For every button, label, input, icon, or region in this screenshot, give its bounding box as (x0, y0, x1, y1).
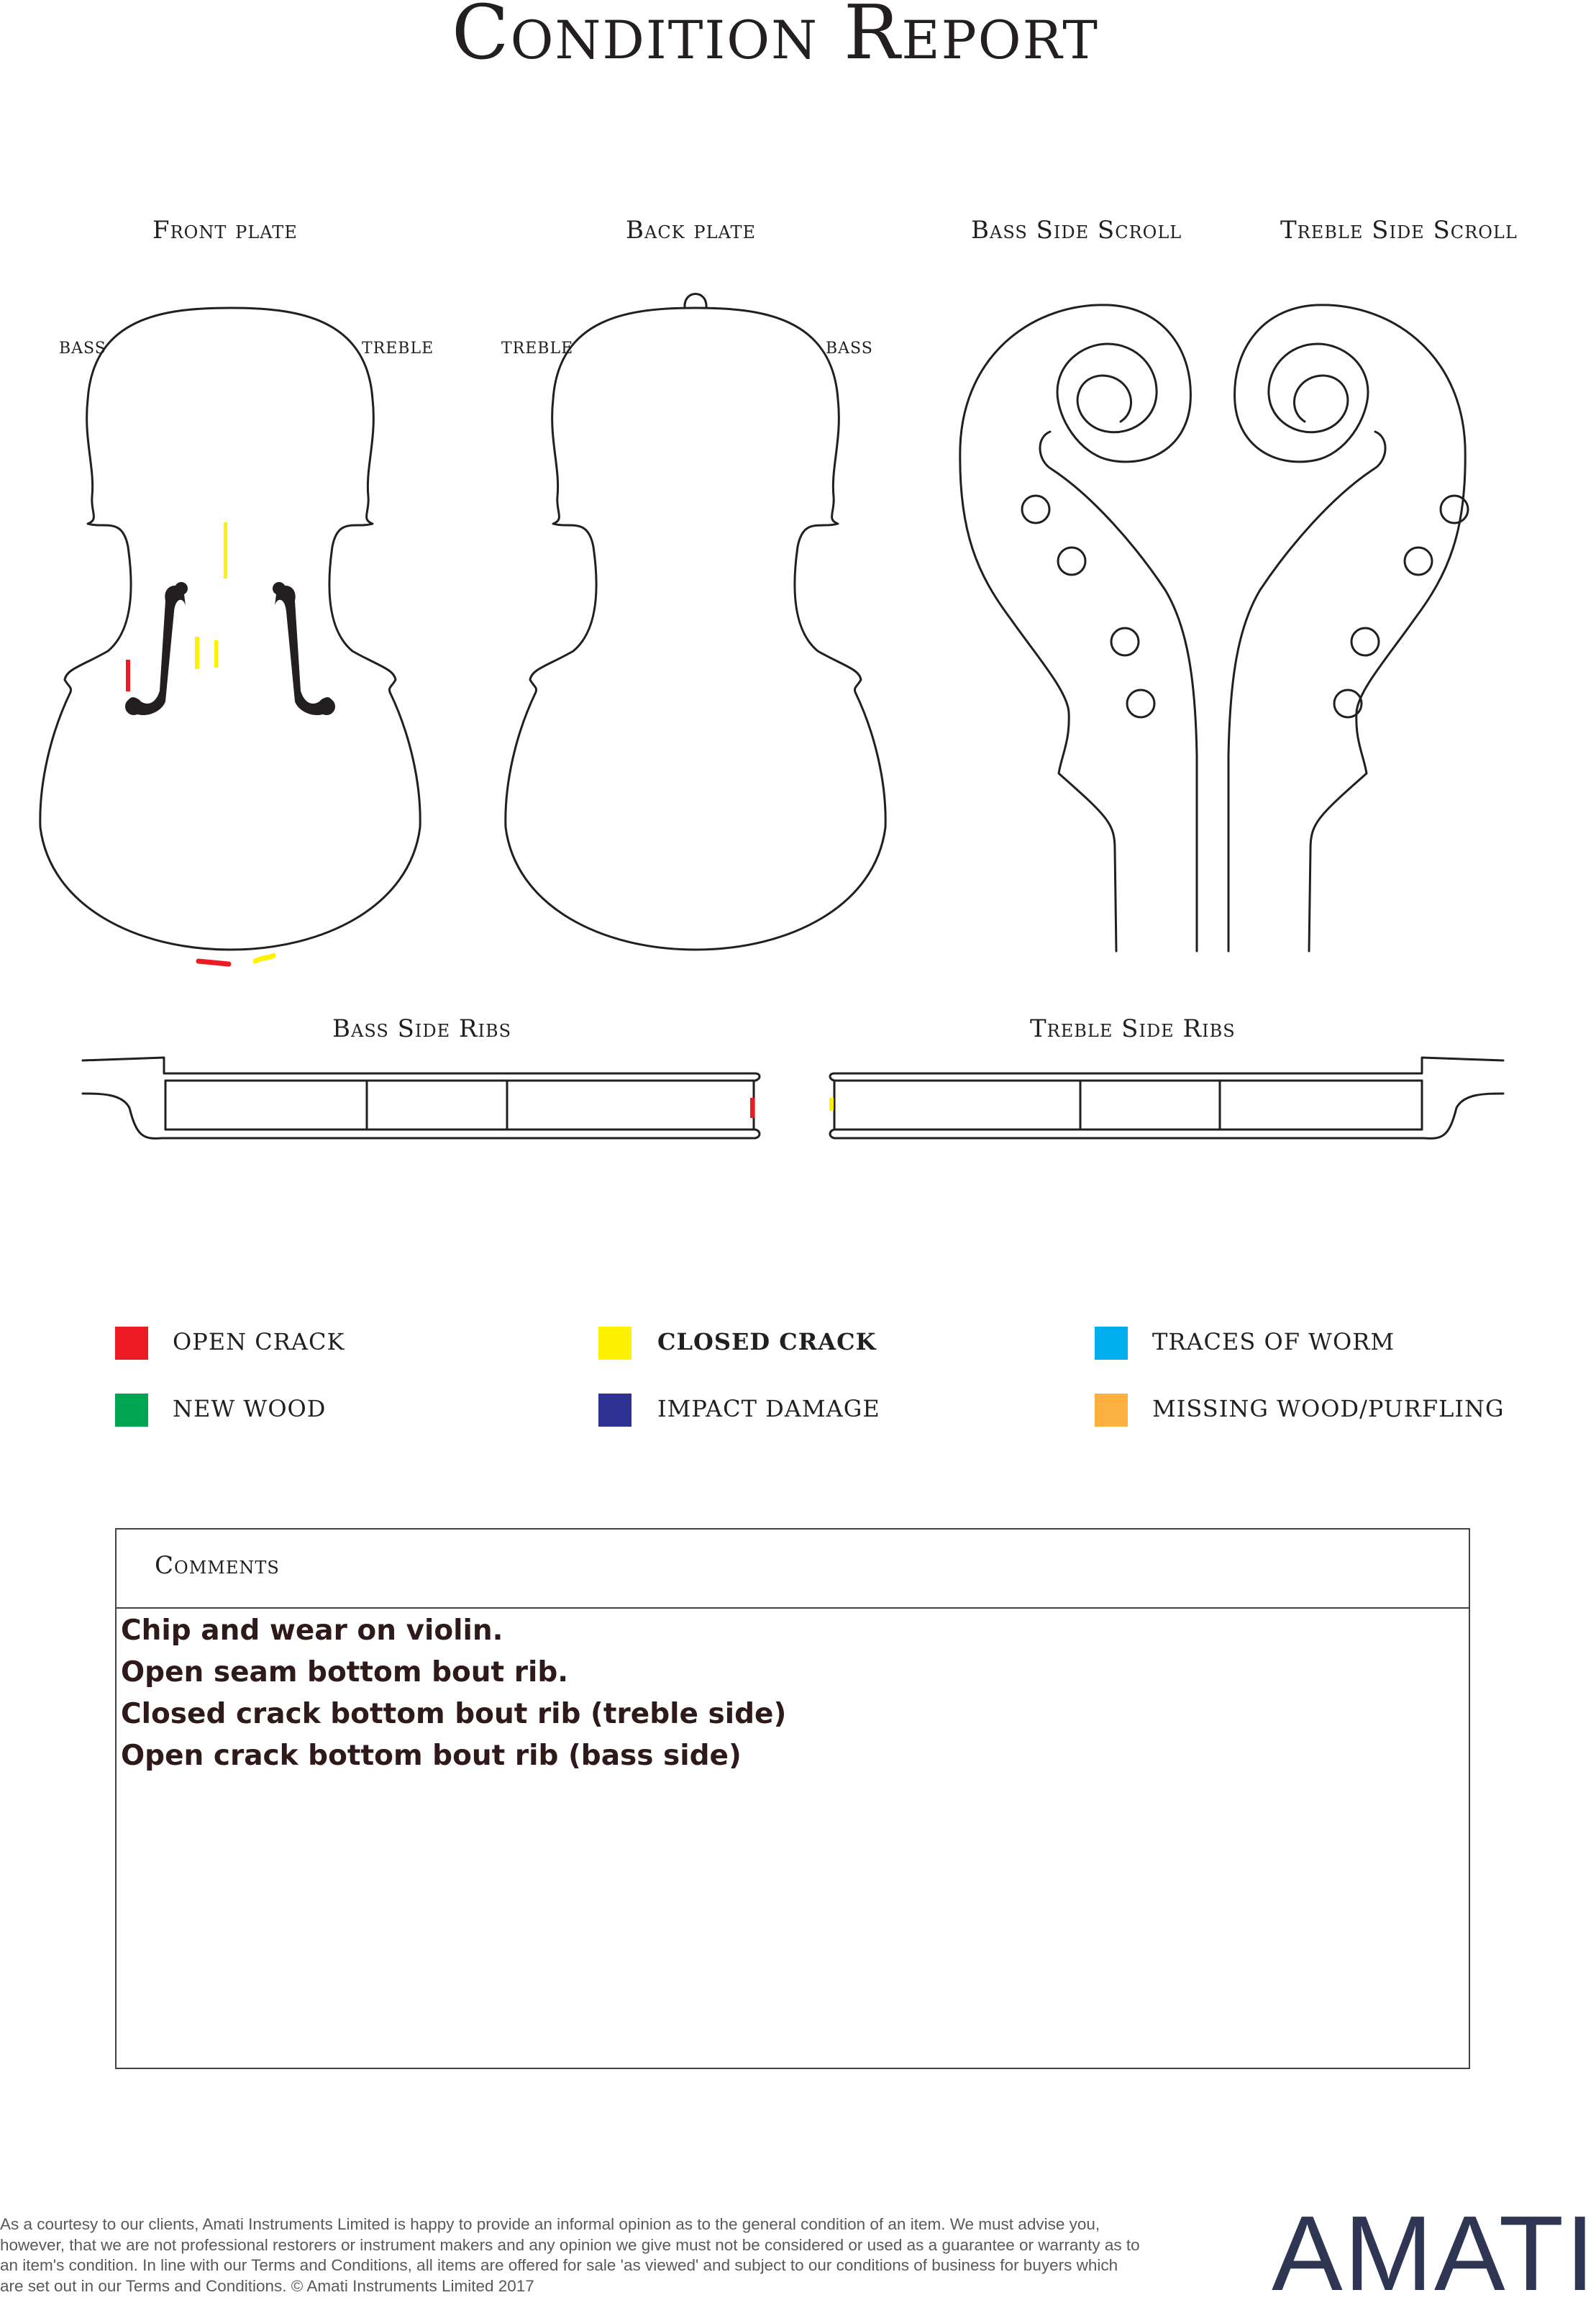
comment-line: Closed crack bottom bout rib (treble side) (121, 1698, 787, 1730)
front-plate-label: Front plate (152, 216, 298, 245)
amati-logo: AMATI (1272, 2194, 1596, 2313)
comments-box (115, 1528, 1470, 2069)
treble-ribs-outline (830, 1058, 1503, 1138)
bass-side-scroll-label: Bass Side Scroll (971, 216, 1182, 245)
bass-side-ribs-label: Bass Side Ribs (332, 1014, 512, 1043)
legend-swatch-impact-damage (598, 1394, 631, 1427)
back-plate-button (685, 294, 706, 309)
damage-marks (126, 522, 834, 1118)
legend-open-crack-label: OPEN CRACK (173, 1328, 345, 1355)
closed-crack-mark (214, 640, 218, 668)
front-bass-label: BASS (59, 340, 106, 358)
back-treble-label: TREBLE (501, 340, 574, 358)
legend-swatch-missing-wood (1095, 1394, 1128, 1427)
comments-header (117, 1530, 1469, 1609)
page-title: Condition Report (452, 0, 1099, 76)
open-crack-mark (126, 660, 130, 691)
treble-scroll-outline (1228, 432, 1385, 951)
closed-crack-mark (255, 955, 273, 961)
legend-swatch-closed-crack (598, 1327, 631, 1360)
bass-f-hole (127, 586, 186, 715)
legend-swatch-new-wood (115, 1394, 148, 1427)
comments-heading: Comments (155, 1551, 280, 1580)
legend-swatch-traces-of-worm (1095, 1327, 1128, 1360)
front-plate-outline (40, 308, 420, 950)
bass-scroll-pegbox (1040, 432, 1197, 951)
disclaimer-text: As a courtesy to our clients, Amati Instruments Limited is happy to provide an informal opinion as to the general condition of an item. We must advise you, however, that we are not professional restorers or instrument makers and any opinion we give must not be considered or used as a guarantee or warranty as to an item's condition. In line with our Terms and Conditions, all items are offered for sale 'as viewed' and subject to our conditions of business for buyers which are set out in our Terms and Conditions. © Amati Instruments Limited 2017 (0, 2215, 1140, 2295)
back-plate-label: Back plate (626, 216, 757, 245)
front-treble-label: TREBLE (362, 340, 434, 358)
legend-swatch-open-crack (115, 1327, 148, 1360)
closed-crack-mark (195, 637, 199, 669)
closed-crack-mark (829, 1098, 834, 1111)
back-bass-label: BASS (826, 340, 873, 358)
bass-scroll-outline (960, 305, 1191, 951)
comments-text (121, 1610, 786, 1777)
legend-impact-damage-label: IMPACT DAMAGE (657, 1395, 880, 1422)
comment-line: Open seam bottom bout rib. (121, 1656, 569, 1689)
treble-side-ribs-label: Treble Side Ribs (1030, 1014, 1236, 1043)
comment-line: Open crack bottom bout rib (bass side) (121, 1740, 742, 1772)
back-plate-outline (506, 308, 885, 950)
legend-closed-crack-label: CLOSED CRACK (657, 1328, 877, 1355)
open-crack-mark (750, 1098, 754, 1118)
legend-missing-wood-label: MISSING WOOD/PURFLING (1152, 1395, 1505, 1422)
legend-new-wood-label: NEW WOOD (173, 1395, 327, 1422)
closed-crack-mark (224, 522, 227, 578)
open-crack-mark (199, 961, 229, 964)
treble-f-hole (275, 586, 333, 715)
bass-ribs-outline (83, 1058, 760, 1138)
legend-traces-of-worm-label: TRACES OF WORM (1152, 1328, 1395, 1355)
comment-line: Chip and wear on violin. (121, 1614, 503, 1647)
treble-side-scroll-label: Treble Side Scroll (1280, 216, 1518, 245)
